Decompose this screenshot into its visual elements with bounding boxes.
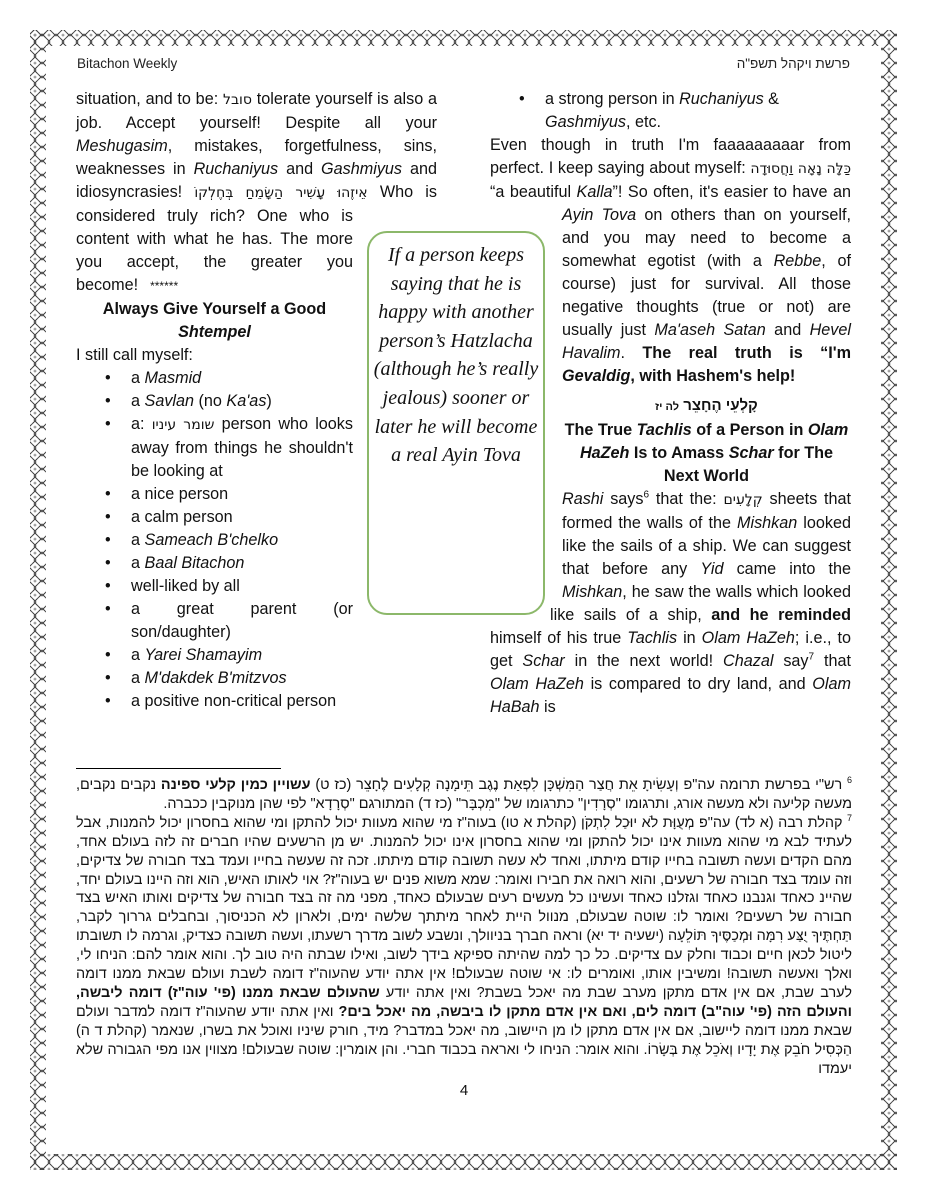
text-segment: Ayin Tova <box>562 206 637 224</box>
text-segment: a nice person <box>131 485 229 503</box>
text-segment: Hevel Havalim <box>562 321 851 362</box>
text-segment: a <box>131 646 145 664</box>
text-segment: , he saw the walls which looked like sails of a ship, <box>550 583 851 624</box>
newsletter-title: Bitachon Weekly <box>77 56 178 71</box>
text-segment: Shtempel <box>178 323 251 341</box>
text-segment: in the next world! <box>564 652 724 670</box>
footnote-6 <box>76 776 852 814</box>
text-segment: M'dakdek B'mitzvos <box>144 669 287 687</box>
text-segment: Tachlis <box>636 421 692 439</box>
text-segment: in <box>677 629 702 647</box>
text-segment: say <box>773 652 809 670</box>
text-segment: Who is considered truly rich? One who is content with what he has. The more you accept, the greater you become! <box>76 183 437 294</box>
text-segment: Kalla <box>576 183 613 201</box>
text-segment: “a beautiful <box>490 183 577 201</box>
text-segment: Mishkan <box>562 583 623 601</box>
footnote-separator <box>76 768 281 769</box>
list-item <box>131 667 437 690</box>
text-segment: . <box>620 344 643 362</box>
text-segment: Olam HaZeh <box>579 421 849 462</box>
text-segment: Schar <box>522 652 565 670</box>
text-segment: Ka'as <box>226 392 267 410</box>
text-segment: Ruchaniyus <box>193 160 279 178</box>
text-segment: Yarei Shamayim <box>144 646 263 664</box>
text-segment: ”! So often, it's easier to have an <box>612 183 851 201</box>
text-segment: Rebbe <box>773 252 822 270</box>
text-segment: Rashi <box>562 490 604 508</box>
text-segment: a <box>131 554 145 572</box>
text-segment: a <box>131 392 145 410</box>
text-segment: is <box>539 698 556 716</box>
text-segment: Sameach B'chelko <box>144 531 279 549</box>
page-number: 4 <box>459 1081 469 1099</box>
text-segment: סובל <box>223 92 252 108</box>
text-segment: ; i.e., to get <box>490 629 851 670</box>
text-segment: and <box>278 160 322 178</box>
text-segment: Is to Amass <box>629 444 729 462</box>
text-segment: person who looks away from things he shouldn't be looking at <box>131 415 353 480</box>
text-segment: and he reminded <box>711 606 851 624</box>
text-segment: קְלָעִים <box>723 492 763 508</box>
hebrew-heading-ref: לה יז <box>655 401 680 413</box>
list-item <box>131 644 437 667</box>
pull-quote <box>367 231 545 615</box>
parsha-title: פרשת ויקהל תשפ"ה <box>736 56 850 71</box>
list-item <box>545 88 851 134</box>
list-item <box>131 690 437 713</box>
text-segment: Gevaldig <box>562 367 631 385</box>
text-segment: (no <box>194 392 227 410</box>
text-segment: ) <box>266 392 272 410</box>
text-segment: on others than on yourself, and you may need to become a somewhat egotist (with a <box>562 206 851 270</box>
text-segment: 7 <box>808 651 815 663</box>
text-segment: שהעולם שבאת ממנו (פי' עוה"ז) דומה ליבשה, והעולם הזה (פי' עוה"ב) דומה לים, ואם אין אדם מתקן לו ביבשה, מה יאכל בים? <box>76 984 852 1020</box>
text-segment: a <box>131 369 145 387</box>
text-segment: & <box>763 90 779 108</box>
text-segment: שומר עיניו <box>151 417 215 433</box>
text-segment: 7 <box>846 813 852 824</box>
hebrew-heading-text: קָלְעֵי הֶחָצֵר <box>683 397 758 414</box>
text-segment: and idiosyncrasies! <box>76 160 437 201</box>
text-segment: a great parent (or son/daughter) <box>131 600 353 641</box>
text-segment: came into the <box>723 560 851 578</box>
text-segment: Chazal <box>723 652 774 670</box>
text-segment: situation, and to be: <box>76 90 223 108</box>
text-segment: Olam HaBah <box>490 675 851 716</box>
text-segment: a <box>131 669 145 687</box>
pull-quote-text: If a person keeps saying that he is happy with another person’s Hatzlacha (although he’s really jealous) sooner or later he will become a real Ayin Tova <box>373 244 539 467</box>
text-segment: , mistakes, forgetfulness, sins, weaknesses in <box>76 137 437 178</box>
text-segment: Gashmiyus <box>321 160 403 178</box>
text-segment: , of course) just for survival. All those negative thoughts (true or not) are usually just <box>562 252 852 339</box>
text-segment: 6 <box>847 775 853 786</box>
footnote-7 <box>76 814 852 1079</box>
text-segment: Even though in truth I'm faaaaaaaaar from perfect. I keep saying about myself: <box>490 136 851 177</box>
text-segment: that the: <box>649 490 724 508</box>
text-segment: אֵיזֶהוּ עָשִׁיר הַשָּׂמֵחַ בְּחֶלְקוֹ <box>194 185 368 201</box>
text-segment: a strong person in <box>545 90 680 108</box>
lead-text: I still call myself: <box>76 346 193 364</box>
text-segment: says <box>603 490 644 508</box>
text-segment: Olam HaZeh <box>490 675 584 693</box>
text-segment: himself of his true <box>490 629 628 647</box>
text-segment: well-liked by all <box>131 577 240 595</box>
text-segment: The real truth is “I'm <box>642 344 851 362</box>
text-segment: that <box>814 652 851 670</box>
text-segment: Baal Bitachon <box>144 554 245 572</box>
text-segment: The True <box>564 421 637 439</box>
text-segment: is compared to dry land, and <box>583 675 813 693</box>
text-segment: tolerate yourself is also a job. Accept yourself! Despite all your <box>76 90 437 132</box>
text-segment: Yid <box>700 560 724 578</box>
text-segment: עשויין כמין קלעי ספינה <box>160 777 311 793</box>
text-segment: ואין אתה יודע שהעוה"ז דומה למדבר ועולם שבאת ממנו דומה ליישוב, אם אין אדם מתקן לו מן היישוב, מה יאכל במדבר? מיד, חורק שיניו ואוכל את בשרו, שנאמר (קהלת ד ה) הַכְּסִיל חֹבֵק אֶת יָדָיו וְאֹכֵל אֶת בְּשָׂרוֹ. והוא אומר: הניחו לי ואראה בכבוד חברי. והן אומרין: שוטה שבעולם! מצווין אנו מפי הגבורה שלא יעמדו <box>76 1003 852 1077</box>
text-segment: Mishkan <box>736 514 798 532</box>
text-segment: a positive non-critical person <box>131 692 337 710</box>
text-segment: Gashmiyus <box>545 113 626 131</box>
text-segment: 6 <box>643 489 650 501</box>
text-segment: Always Give Yourself a Good <box>102 300 327 318</box>
text-segment: a calm person <box>131 508 233 526</box>
text-segment: Schar <box>728 444 774 462</box>
text-segment: Ma'aseh Satan <box>654 321 766 339</box>
text-segment: a <box>131 531 145 549</box>
text-segment: Olam HaZeh <box>701 629 795 647</box>
text-segment: קהלת רבה (א לד) עה"פ מְעֻוָּת לֹא יוּכַל לִתְקֹן (קהלת א טו) בעוה"ז מי שהוא מעוות יכול להתקן ומי שהוא בחסרון יכול להמנות, אבל לעתיד לבא מי שהוא מעוות אינו יכול להתקן ומי שהוא בחסרון אינו יכול להמנות. יש מן הרשעים שהיו חברים זה לזה בעולם אחד, מהם הקדים ועשה תשובה בחייו קודם מיתתו, ואחד לא עשה תשובה קודם מיתתו. זכה זה שעשה בחייו ועמד בצד חבורה של צדיקים, וזה עומד בצד חבורה של רשעים, והוא רואה את חבירו ואומר: שמא משוא פנים יש בעוה"ז? אוי לאותו האיש, הוא וזה היינו בעולם יחד, שהיינ כאחד וגנבנו כאחד וגזלנו כאחד ועשינו כל מעשים רעים שבעולם כאחד, מפני מה זה בצד חבורה של צדיקים ואותו האיש בצד חבורה של רשעים? ואומר לו: שוטה שבעולם, מנוול היית לאחר מיתתך שלשה ימים, ולארון לא הכניסוך, ובחבלים גררוך לקבר, תַּחְתֶּיךָ יֻצַּע רִמָּה וּמְכַסֶּיךָ תּוֹלֵעָה (ישעיה יד יא) וראה חברך בניוולך, ונשבע לשוב מדרך רשעתו, ועשה תשובה כצדיק, וגרמה לו תשובתו ליטול לכאן חיים וכבוד וחלק עם צדיקים. כל כך למה שהיתה ספיקא בידך לשוב, ואילו שבתה היה טוב לך. והוא אומר להם: הניחו לי, ואלך ואעשה תשובה! ומשיבין אותו, ואומרים לו: אי שוטה שבעולם! אין אתה יודע שהעוה"ז דומה לשבת ועולם שבאת ממנו דומה לערב שבת, אם אין אדם מתקן מערב שבת מה יאכל בשבת? ואין אתה יודע <box>76 814 852 1001</box>
text-segment: Meshugasim <box>76 137 168 155</box>
text-segment: sheets that formed the walls of the <box>562 490 851 532</box>
footnotes <box>76 776 852 1101</box>
text-segment: and <box>765 321 810 339</box>
text-segment: , etc. <box>625 113 662 131</box>
text-segment: Masmid <box>144 369 202 387</box>
text-segment: of a Person in <box>691 421 808 439</box>
text-segment: a: <box>131 415 152 433</box>
text-segment: looked like the sails of a ship. We can suggest that before any <box>562 514 851 578</box>
text-segment: Tachlis <box>627 629 678 647</box>
text-segment: for The Next World <box>663 444 834 485</box>
text-segment: רש"י בפרשת תרומה עה"פ וְעָשִׂיתָ אֵת חֲצַר הַמִּשְׁכָּן לִפְאַת נֶגֶב תֵּימָנָה קְלָעִים לֶחָצֵר (כז ט) <box>310 777 847 793</box>
text-segment: , with Hashem's help! <box>630 367 796 385</box>
text-segment: Ruchaniyus <box>679 90 764 108</box>
text-segment: נקבים נקבים, מעשה קליעה ולא מעשה אורג, ותרגומו "סְרָדִין" כתרגומו של "מִכְבָּר" (כז ד) המתורגם "סְרָדָא" לפי שהן מנוקבין ככברה. <box>76 777 852 812</box>
text-segment: Savlan <box>144 392 195 410</box>
section-separator: ****** <box>150 279 179 293</box>
text-segment: כַּלָּה נָאָה וַחֲסוּדָה <box>750 161 851 177</box>
